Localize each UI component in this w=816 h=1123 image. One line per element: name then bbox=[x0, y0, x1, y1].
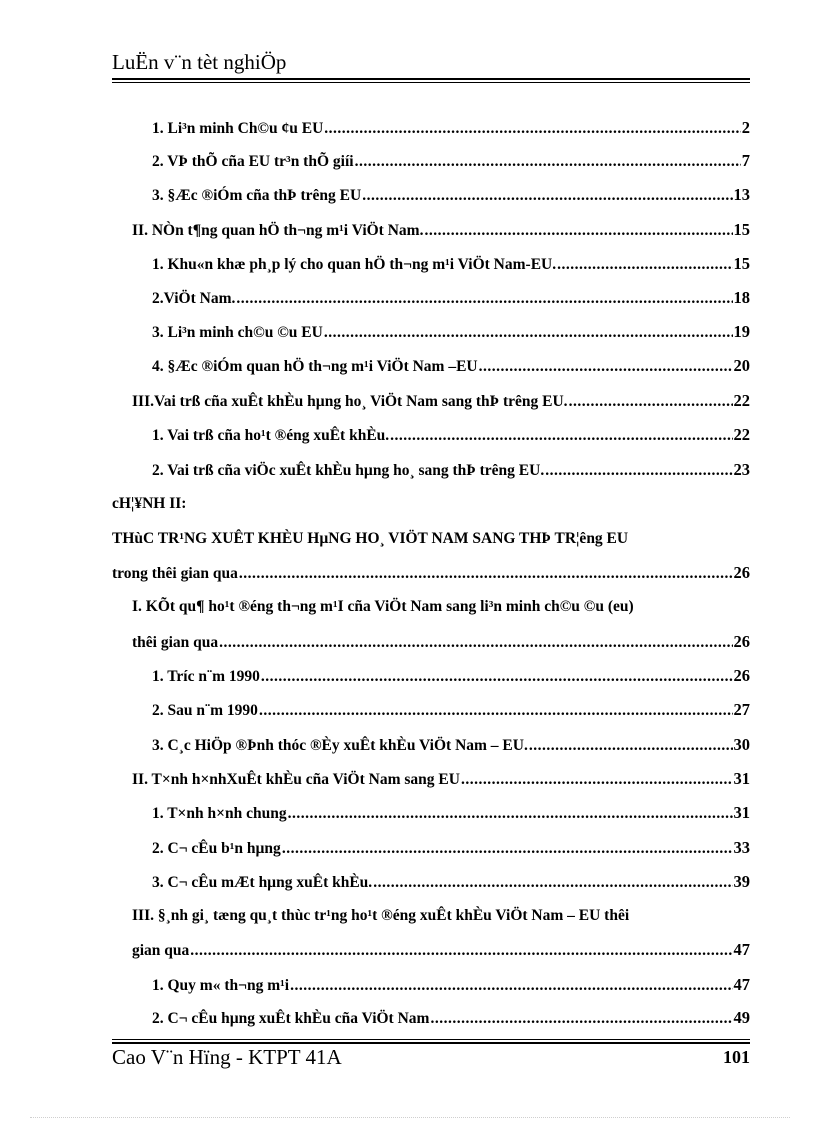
toc-page-number: 27 bbox=[733, 700, 750, 719]
toc-entry-text: thêi gian qua bbox=[132, 634, 219, 651]
toc-entry bbox=[152, 700, 750, 721]
toc-page-number: 18 bbox=[733, 288, 750, 307]
toc-page-number: 22 bbox=[733, 425, 750, 444]
toc-entry-text: 3. C¬ cÊu mÆt hµng xuÊt khÈu. bbox=[152, 874, 373, 891]
toc-entry-text: II. T×nh h×nhXuÊt khÈu cña ViÖt Nam sang EU bbox=[132, 771, 460, 788]
toc-leader-dots bbox=[390, 426, 732, 446]
toc-entry bbox=[152, 1008, 750, 1029]
footer-rule-thin bbox=[112, 1039, 750, 1040]
toc-leader-dots bbox=[362, 186, 732, 206]
toc-leader-dots bbox=[569, 392, 733, 412]
toc-page-number: 30 bbox=[733, 735, 750, 754]
toc-entry-text: II. NÒn t¶ng quan hÖ th¬ng m¹i ViÖt Nam. bbox=[132, 222, 424, 239]
toc-page-number: 19 bbox=[733, 322, 750, 341]
toc-entry-text: 1. Tríc n¨m 1990 bbox=[152, 668, 260, 685]
toc-entry-text: 2. Sau n¨m 1990 bbox=[152, 702, 258, 719]
toc-page-number: 13 bbox=[733, 185, 750, 204]
toc-entry-text: gian qua bbox=[132, 942, 190, 959]
toc-page-number: 49 bbox=[733, 1008, 750, 1027]
toc-entry bbox=[152, 151, 750, 172]
toc-page-number: 31 bbox=[733, 769, 750, 788]
toc-page-number: 15 bbox=[733, 220, 750, 239]
toc-entry-text: 4. §Æc ®iÓm quan hÖ th¬ng m¹i ViÖt Nam –EU bbox=[152, 358, 478, 375]
toc-leader-dots bbox=[290, 976, 732, 996]
toc-page-number: 23 bbox=[733, 460, 750, 479]
toc-entry bbox=[152, 322, 750, 343]
toc-entry-text: 1. Vai trß cña ho¹t ®éng xuÊt khÈu. bbox=[152, 427, 390, 444]
toc-entry bbox=[152, 288, 750, 309]
toc-entry bbox=[152, 803, 750, 824]
toc-entry bbox=[152, 254, 750, 275]
toc-leader-dots bbox=[424, 221, 732, 241]
toc-page-number: 22 bbox=[733, 391, 750, 410]
chapter-title: THùC TR¹NG XUÊT KHÈU HµNG HO¸ VIÖT NAM SANG THÞ TR¦êng EU bbox=[112, 530, 629, 547]
toc-entry bbox=[132, 632, 750, 653]
toc-entry bbox=[152, 666, 750, 687]
toc-leader-dots bbox=[545, 461, 732, 481]
toc-leader-dots bbox=[324, 119, 740, 139]
toc-leader-dots bbox=[461, 770, 733, 790]
toc-entry bbox=[152, 838, 750, 859]
toc-entry bbox=[152, 118, 750, 139]
header-rule-thick bbox=[112, 78, 750, 80]
toc-page-number: 47 bbox=[733, 975, 750, 994]
toc-leader-dots bbox=[239, 564, 733, 584]
page-number: 101 bbox=[723, 1047, 750, 1067]
toc-page-number: 15 bbox=[733, 254, 750, 273]
toc-entry bbox=[152, 735, 750, 756]
toc-entry-text: 1. T×nh h×nh chung bbox=[152, 805, 287, 822]
toc-entry bbox=[112, 563, 750, 584]
toc-entry bbox=[132, 220, 750, 241]
toc-leader-dots bbox=[557, 255, 732, 275]
toc-entry-text: III.Vai trß cña xuÊt khÈu hµng ho¸ ViÖt Nam sang thÞ trêng EU. bbox=[132, 393, 568, 410]
toc-page-number: 33 bbox=[733, 838, 750, 857]
toc-entry-text: 2. VÞ thÕ cña EU tr³n thÕ giíi bbox=[152, 153, 354, 170]
toc-entry bbox=[132, 769, 750, 790]
toc-leader-dots bbox=[219, 633, 732, 653]
toc-page-number: 31 bbox=[733, 803, 750, 822]
toc-leader-dots bbox=[324, 323, 733, 343]
chapter-label: cH¦¥NH II: bbox=[112, 495, 187, 512]
toc-entry-first-line: III. §¸nh gi¸ tæng qu¸t thùc tr¹ng ho¹t ®éng xuÊt khÈu ViÖt Nam – EU thêi bbox=[132, 907, 630, 924]
toc-entry-first-line: I. KÕt qu¶ ho¹t ®éng th¬ng m¹I cña ViÖt Nam sang li³n minh ch©u ©u (eu) bbox=[132, 598, 634, 615]
toc-entry-text: 2. C¬ cÊu hµng xuÊt khÈu cña ViÖt Nam bbox=[152, 1010, 430, 1027]
toc-leader-dots bbox=[288, 804, 733, 824]
toc-entry-text: trong thêi gian qua bbox=[112, 565, 238, 582]
toc-entry-text: 3. C¸c HiÖp ®Þnh thóc ®Èy xuÊt khÈu ViÖt Nam – EU. bbox=[152, 737, 528, 754]
toc-entry bbox=[152, 356, 750, 377]
toc-entry bbox=[152, 872, 750, 893]
toc-entry-text: 2. Vai trß cña viÖc xuÊt khÈu hµng ho¸ sang thÞ trêng EU. bbox=[152, 462, 545, 479]
footer-author: Cao V¨n Hïng - KTPT 41A bbox=[112, 1045, 342, 1069]
toc-entry-text: 1. Khu«n khæ ph¸p lý cho quan hÖ th¬ng m¹i ViÖt Nam-EU. bbox=[152, 256, 557, 273]
header-rule-thin bbox=[112, 82, 750, 83]
toc-entry-text: 1. Li³n minh Ch©u ¢u EU bbox=[152, 120, 324, 137]
toc-entry bbox=[152, 460, 750, 481]
toc-page-number: 26 bbox=[733, 666, 750, 685]
toc-page-number: 39 bbox=[733, 872, 750, 891]
toc-entry bbox=[152, 975, 750, 996]
header-title: LuËn v¨n tèt nghiÖp bbox=[112, 50, 287, 74]
toc-page-number: 26 bbox=[733, 632, 750, 651]
page-bottom-border bbox=[30, 1117, 790, 1118]
toc-entry bbox=[132, 940, 750, 961]
toc-leader-dots bbox=[430, 1009, 732, 1029]
toc-leader-dots bbox=[355, 152, 741, 172]
toc-leader-dots bbox=[479, 357, 733, 377]
toc-page-number: 2 bbox=[741, 118, 750, 137]
toc-entry-text: 2.ViÖt Nam. bbox=[152, 290, 236, 307]
toc-leader-dots bbox=[282, 839, 733, 859]
toc-leader-dots bbox=[261, 667, 733, 687]
toc-entry bbox=[132, 391, 750, 412]
toc-page-number: 20 bbox=[733, 356, 750, 375]
toc-entry-text: 3. §Æc ®iÓm cña thÞ trêng EU bbox=[152, 187, 362, 204]
toc-page-number: 26 bbox=[733, 563, 750, 582]
toc-entry-text: 3. Li³n minh ch©u ©u EU bbox=[152, 324, 323, 341]
toc-entry-text: 2. C¬ cÊu b¹n hµng bbox=[152, 840, 281, 857]
toc-leader-dots bbox=[529, 736, 733, 756]
footer-rule-thick bbox=[112, 1042, 750, 1044]
toc-entry-text: 1. Quy m« th¬ng m¹i bbox=[152, 977, 290, 994]
toc-leader-dots bbox=[259, 701, 733, 721]
toc-leader-dots bbox=[373, 873, 732, 893]
toc-page-number: 47 bbox=[733, 940, 750, 959]
toc-entry bbox=[152, 425, 750, 446]
toc-entry bbox=[152, 185, 750, 206]
toc-leader-dots bbox=[236, 289, 732, 309]
toc-leader-dots bbox=[190, 941, 732, 961]
toc-page-number: 7 bbox=[741, 151, 750, 170]
